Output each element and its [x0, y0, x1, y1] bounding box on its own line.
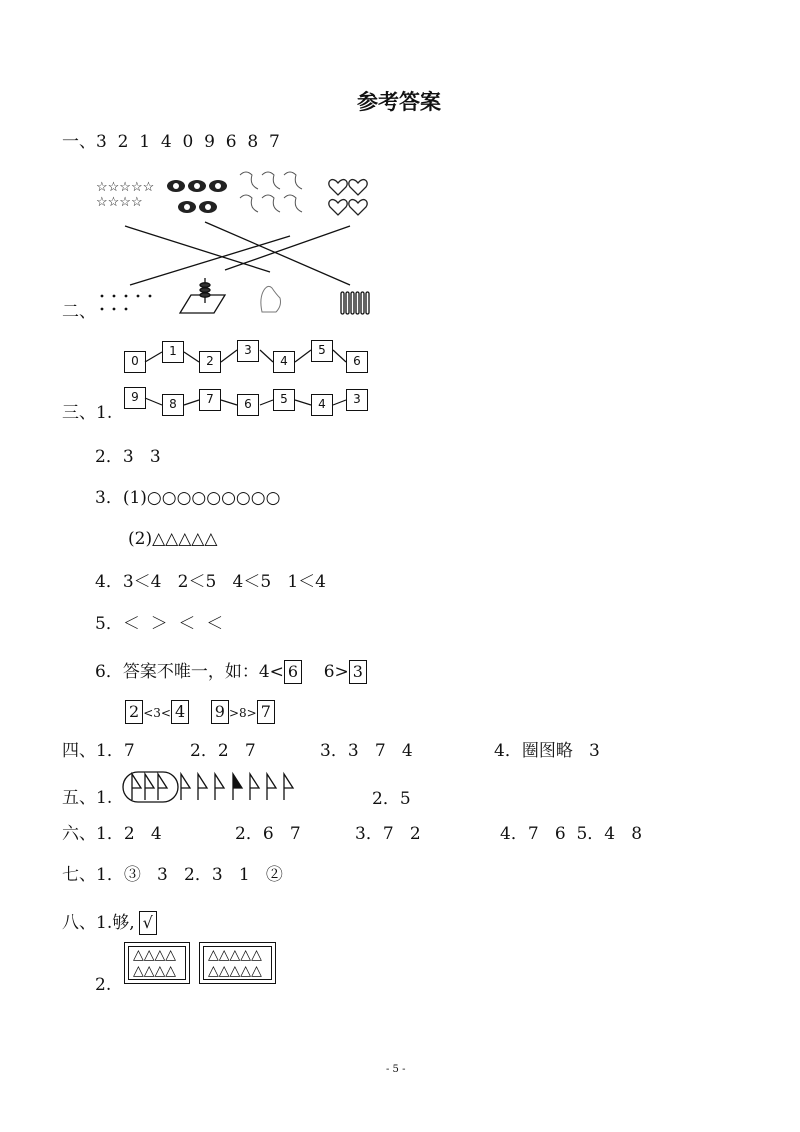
triangle-box-a-inner [128, 946, 186, 980]
s8-q1-label: 八、1.够, [62, 913, 135, 933]
q6-box-4: 4 [171, 700, 189, 724]
s3-q6-line1 [95, 660, 367, 684]
s3-q3b: (2)△△△△△ [128, 529, 218, 549]
section-2-label: 二、 [62, 302, 96, 322]
section-1-answers: 一、3 2 1 4 0 9 6 8 7 [62, 132, 280, 152]
hand-icon [261, 286, 281, 312]
triangle-box-b [199, 942, 276, 984]
matching-lines [125, 222, 350, 285]
stars-row-2: ☆☆☆☆ [96, 195, 143, 210]
squirrels-icon [240, 172, 302, 212]
section-8-q2-label: 2. [95, 975, 112, 995]
chain2-box: 5 [273, 389, 295, 411]
q6-mid: 6> [323, 662, 349, 682]
q6-mid3: >8> [228, 706, 257, 720]
abacus-icon [180, 278, 225, 313]
chain2-box: 7 [199, 389, 221, 411]
chain1-box: 6 [346, 351, 368, 373]
page-number: - 5 - [386, 1064, 406, 1075]
section-6-q3: 3．7 2 [355, 824, 421, 844]
sticks-icon [341, 292, 369, 314]
tri-row: △△△△ [133, 947, 177, 963]
section-6-q2: 2．6 7 [235, 824, 301, 844]
section-4-q3: 3．3 7 4 [320, 741, 413, 761]
section-8-q1 [62, 911, 157, 935]
s3-q5: 5．＜ ＞ ＜ ＜ [95, 614, 224, 634]
chain1-box: 5 [311, 340, 333, 362]
flags-drawing [123, 772, 293, 802]
hearts-icon [329, 180, 367, 215]
q6-box-6: 7 [257, 700, 275, 724]
section-6-q1: 六、1．2 4 [62, 824, 162, 844]
chain1-box: 1 [162, 341, 184, 363]
q6-box-1: 6 [284, 660, 302, 684]
section-4-q4: 4．圈图略 3 [494, 741, 600, 761]
section-5-label: 五、1. [62, 788, 113, 808]
chain1-box: 0 [124, 351, 146, 373]
s3-q3a: 3．(1)○○○○○○○○○ [95, 488, 281, 508]
chain2-box: 3 [346, 389, 368, 411]
chain2-box: 8 [162, 394, 184, 416]
stars-row-1: ☆☆☆☆☆ [96, 180, 155, 195]
q6-prefix: 6．答案不唯一，如：4< [95, 662, 284, 682]
chain2-box: 4 [311, 394, 333, 416]
triangle-box-a [124, 942, 190, 984]
section-5-q2: 2．5 [372, 789, 411, 809]
chain1-box: 4 [273, 351, 295, 373]
chain2-box: 6 [237, 394, 259, 416]
section-7-answers: 七、1．③ 3 2．3 1 ② [62, 865, 283, 885]
triangle-box-b-inner [203, 946, 272, 980]
check-box: √ [139, 911, 157, 935]
chain1-box: 3 [237, 340, 259, 362]
s3-q2: 2．3 3 [95, 447, 161, 467]
page-title: 参考答案 [357, 90, 441, 114]
s3-q6-line2 [125, 700, 275, 724]
section-3-label: 三、1. [62, 403, 113, 423]
s3-q4: 4．3＜4 2＜5 4＜5 1＜4 [95, 572, 326, 592]
section-4-q2: 2．2 7 [190, 741, 256, 761]
q6-box-3: 2 [125, 700, 143, 724]
q6-box-2: 3 [349, 660, 367, 684]
section-6-q4: 4．7 6 5．4 8 [500, 824, 643, 844]
q6-box-5: 9 [211, 700, 229, 724]
tri-row: △△△△△ [208, 947, 262, 963]
tri-row: △△△△△ [208, 963, 262, 979]
dots-icon [101, 295, 152, 311]
section-4-q1: 四、1．7 [62, 741, 135, 761]
chain1-box: 2 [199, 351, 221, 373]
chain2-box: 9 [124, 387, 146, 409]
tri-row: △△△△ [133, 963, 177, 979]
pandas-icon [167, 180, 227, 213]
q6-mid2: <3< [143, 706, 171, 720]
